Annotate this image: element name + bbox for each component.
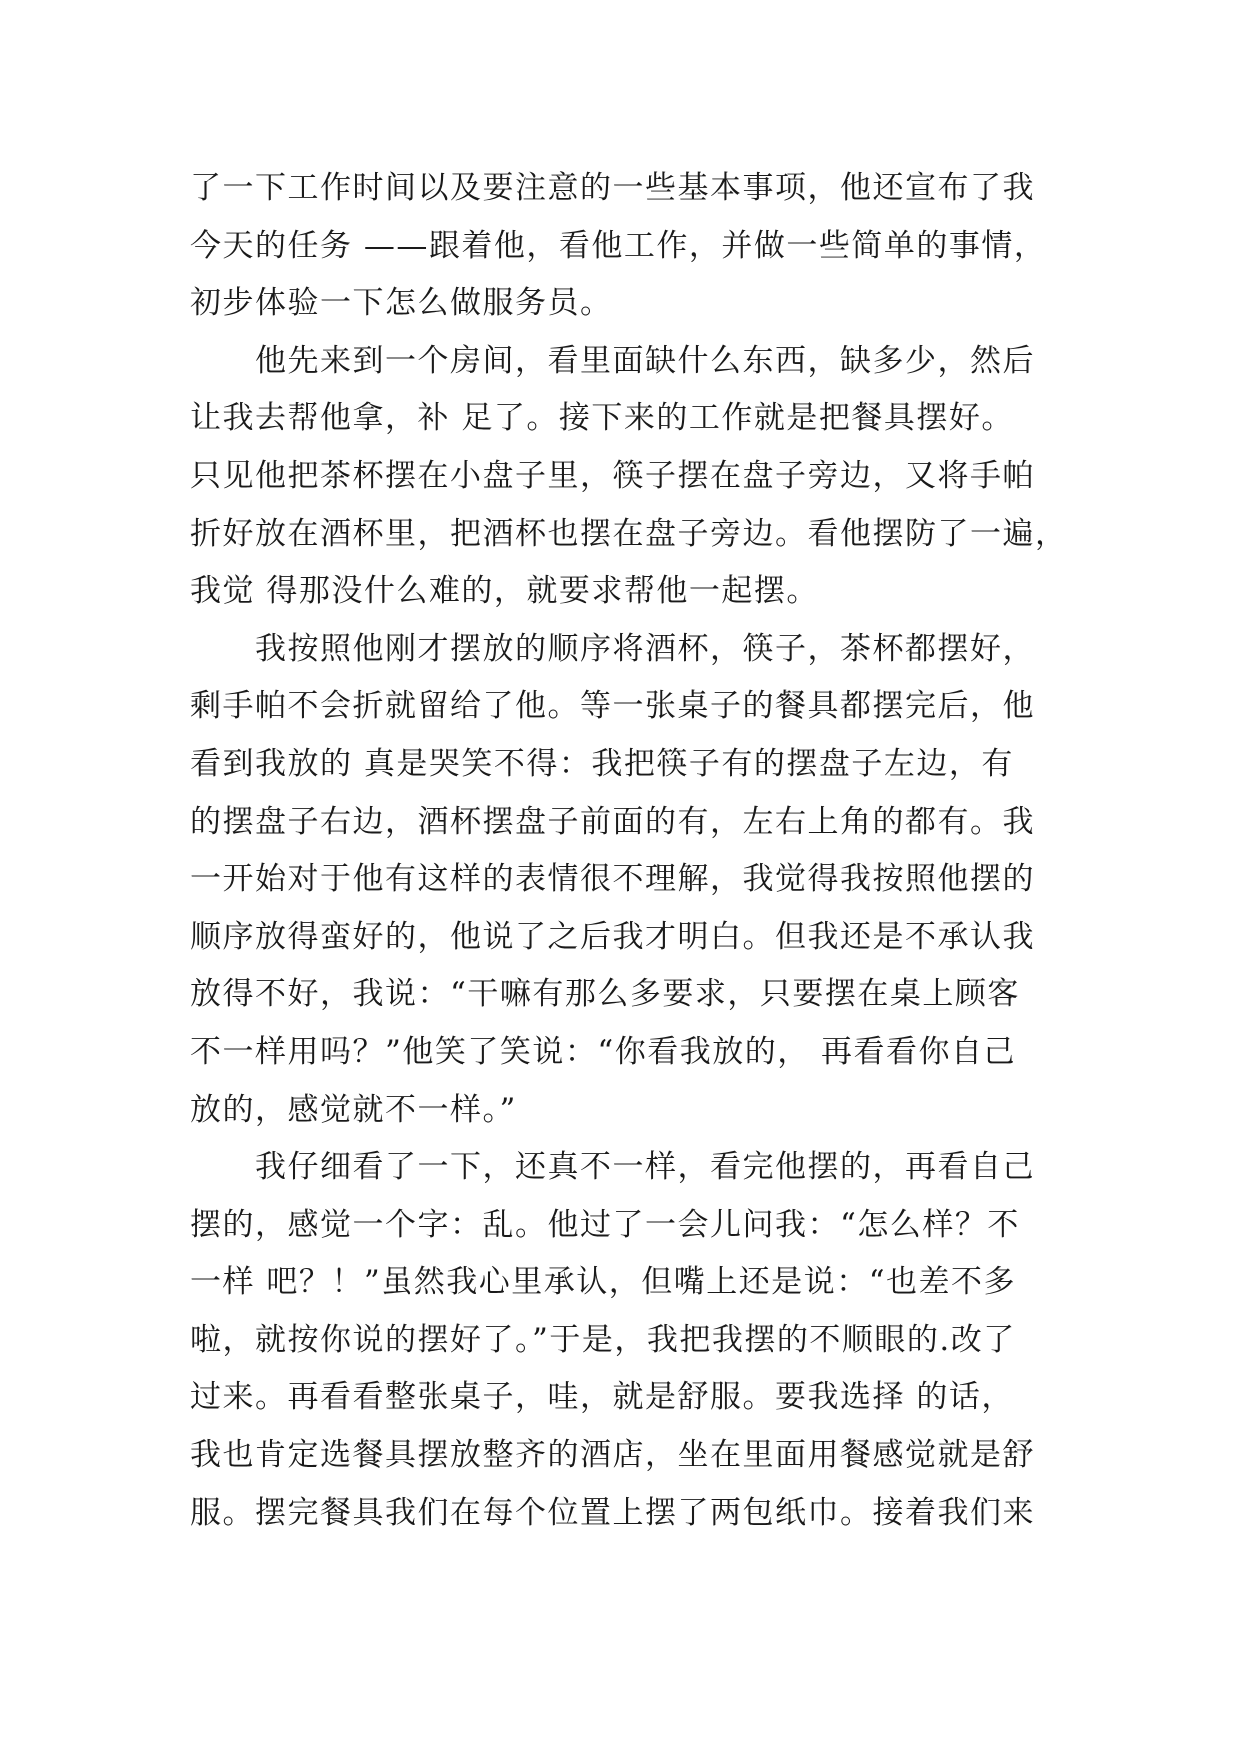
text-line: 我仔细看了一下，还真不一样，看完他摆的，再看自己 xyxy=(190,1149,1035,1186)
text-line: 折好放在酒杯里，把酒杯也摆在盘子旁边。看他摆防了一遍， xyxy=(190,515,1068,552)
text-line: 不一样用吗？”他笑了笑说：“你看我放的， 再看看你自己 xyxy=(190,1033,1017,1070)
text-line: 初步体验一下怎么做服务员。 xyxy=(190,285,613,322)
text-line: 服。摆完餐具我们在每个位置上摆了两包纸巾。接着我们来 xyxy=(190,1494,1035,1531)
text-line: 看到我放的 真是哭笑不得：我把筷子有的摆盘子左边，有 xyxy=(190,745,1014,782)
text-line: 了一下工作时间以及要注意的一些基本事项，他还宣布了我 xyxy=(190,170,1035,206)
text-line: 只见他把茶杯摆在小盘子里，筷子摆在盘子旁边，又将手帕 xyxy=(190,457,1035,494)
text-line: 顺序放得蛮好的，他说了之后我才明白。但我还是不承认我 xyxy=(190,918,1035,955)
text-line: 他先来到一个房间，看里面缺什么东西，缺多少，然后 xyxy=(190,342,1035,379)
text-line: 放得不好，我说：“干嘛有那么多要求，只要摆在桌上顾客 xyxy=(190,976,1020,1013)
text-line: 摆的，感觉一个字：乱。他过了一会儿问我：“怎么样？不 xyxy=(190,1206,1020,1243)
text-line: 我觉 得那没什么难的，就要求帮他一起摆。 xyxy=(190,573,819,610)
text-line: 我也肯定选餐具摆放整齐的酒店，坐在里面用餐感觉就是舒 xyxy=(190,1437,1035,1474)
text-line: 今天的任务 ——跟着他，看他工作，并做一些简单的事情， xyxy=(190,227,1047,264)
document-body xyxy=(190,160,1068,1542)
text-line: 啦，就按你说的摆好了。”于是，我把我摆的不顺眼的.改了 xyxy=(190,1321,1016,1358)
text-line: 过来。再看看整张桌子，哇，就是舒服。要我选择 的话， xyxy=(190,1379,1014,1416)
text-line: 剩手帕不会折就留给了他。等一张桌子的餐具都摆完后，他 xyxy=(190,688,1035,725)
text-line: 的摆盘子右边，酒杯摆盘子前面的有，左右上角的都有。我 xyxy=(190,803,1035,840)
text-line: 放的，感觉就不一样。” xyxy=(190,1091,517,1128)
text-line: 一样 吧？！”虽然我心里承认，但嘴上还是说：“也差不多 xyxy=(190,1264,1017,1301)
text-line: 一开始对于他有这样的表情很不理解，我觉得我按照他摆的 xyxy=(190,861,1035,898)
text-line: 让我去帮他拿，补 足了。接下来的工作就是把餐具摆好。 xyxy=(190,400,1014,437)
text-line: 我按照他刚才摆放的顺序将酒杯，筷子，茶杯都摆好， xyxy=(190,630,1035,667)
